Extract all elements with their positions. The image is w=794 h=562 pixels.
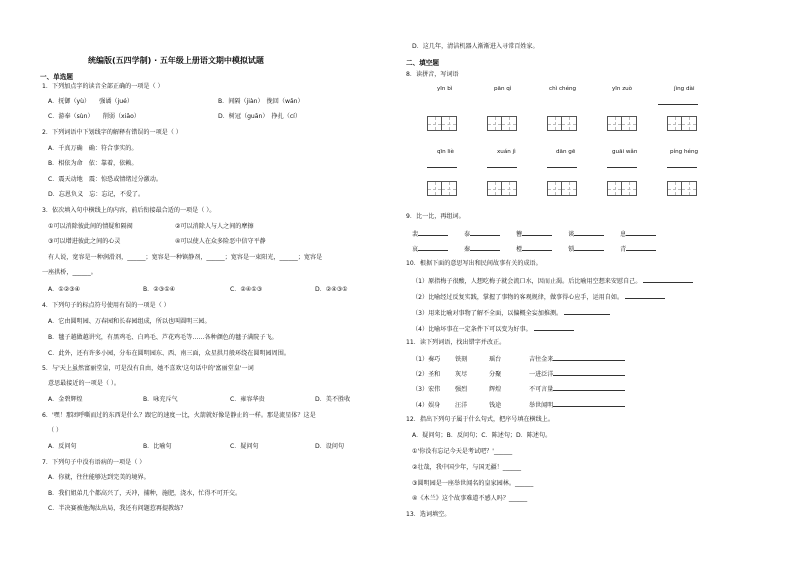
- answer-blank[interactable]: [553, 369, 625, 376]
- q5-option-a: A．金碧辉煌: [48, 396, 83, 403]
- compare-char: 息: [620, 231, 627, 238]
- answer-blank[interactable]: [522, 244, 552, 251]
- pinyin-label: yīn bì: [437, 86, 453, 92]
- pinyin-label: chì chéng: [549, 86, 577, 92]
- q12-item-3: ③圆明园是一座举世闻名的皇家园林。______: [412, 480, 534, 487]
- q10-item-1: （1）原指梅子很酸，人想吃梅子就会流口水，因而止渴。后比喻用空想来安慰自己。: [412, 276, 693, 286]
- question-12: 12．指出下列句子属于什么句式，把序号填在横线上。: [406, 416, 554, 423]
- answer-blank[interactable]: [626, 244, 656, 251]
- question-6: 6．'嘿！那团呼嘶而过的东西是什么？跟它的速度一比，火箭就好像是静止的一样。那是流星体？这是: [42, 412, 316, 419]
- writing-grid[interactable]: [667, 116, 697, 131]
- q5-option-b: B．咏充斥气: [143, 396, 178, 403]
- answer-blank[interactable]: [553, 354, 625, 361]
- compare-char: 泰: [464, 231, 471, 238]
- writing-grid[interactable]: [427, 116, 457, 131]
- q12-item-4: ④《木兰》这个故事难道不感人吗？______: [412, 495, 528, 502]
- section-heading-single-choice: 一、单选题: [40, 73, 73, 81]
- q12-item-1: ①'你没有忘记今天是考试吧？'______: [412, 448, 513, 455]
- pinyin-label: jìng dài: [674, 86, 695, 92]
- q3-item-4: ④可以使人在众多险恶中信守平静: [175, 238, 266, 245]
- question-6-cont: （ ）: [48, 427, 63, 434]
- q3-item-2: ②可以消除人与人之间的摩擦: [175, 223, 254, 230]
- q1-option-c: C．游奉（sùn） 削弱（xiāo）: [48, 113, 140, 120]
- q3-item-1: ①可以消除彼此间的情疑和隔阂: [48, 223, 133, 230]
- compare-row-1: [412, 229, 656, 239]
- q12-options: A．疑问句；B．反问句；C．陈述句；D．陈述句。: [412, 432, 552, 439]
- answer-line[interactable]: [487, 167, 517, 168]
- question-2: 2．下列词语中下划线字的解释有错误的一项是（ ）: [42, 129, 182, 136]
- section-heading-fill-in: 二、填空题: [406, 59, 439, 67]
- compare-row-2: [412, 244, 656, 254]
- q7-option-d: D．这几年，清洁机器人渐渐进入寻常百姓家。: [412, 43, 539, 50]
- question-8: 8．读拼音，写词语: [406, 71, 459, 78]
- answer-blank[interactable]: [418, 229, 448, 236]
- compare-char: 裴: [412, 231, 419, 238]
- answer-line[interactable]: [547, 167, 577, 168]
- q6-option-b: B．比喻句: [143, 443, 172, 450]
- q4-option-c: C．此外，还有许多小园，分布在圆明园东、西、南三面，众星拱月般环绕在圆明园周围。: [48, 350, 290, 357]
- answer-blank[interactable]: [470, 244, 500, 251]
- q7-option-c: C．半决赛被他淘汰出局，我还有问题惹再提教练？: [48, 505, 187, 512]
- question-5-cont: 意思最接近的一项是（ ）。: [48, 380, 121, 387]
- writing-grid[interactable]: [487, 116, 517, 131]
- pinyin-label: xuán jì: [497, 149, 516, 155]
- writing-grid[interactable]: [427, 181, 457, 196]
- q4-option-a: A．它由圆明园、万春园和长春园组成，所以也叫圆明三园。: [48, 318, 211, 325]
- q3-option-d: D．②④③①: [315, 286, 348, 293]
- q3-option-a: A．①②③④: [48, 286, 81, 293]
- q2-option-a: A．千真万确 确：符合事实的。: [48, 145, 138, 152]
- q11-row: （3）宏伟 强烈 辉煌 不可言量: [412, 384, 625, 394]
- pinyin-label: qīn liè: [437, 149, 454, 155]
- compare-char: 簪: [516, 231, 523, 238]
- pinyin-label: yīn zuò: [612, 86, 633, 92]
- q11-row: （4）娱身 汪洋 钱途 举世闻明: [412, 400, 625, 410]
- q10-item-3: （3）用来比喻对事物了解不全面，以偏概全妄加推测。: [412, 308, 610, 318]
- q10-item-2: （2）比喻经过反复实践，掌握了事物的客观规律，做事得心应手，运用自如。: [412, 292, 665, 302]
- q1-option-a: A．抚御（yù） 强谲（jué）: [48, 98, 133, 105]
- pinyin-label: pān qì: [494, 86, 512, 92]
- answer-blank[interactable]: [522, 229, 552, 236]
- q7-option-b: B．我们姐弟几个都高兴了，天冲，捕种，施肥，浇水，忙得不可开交。: [48, 490, 242, 497]
- q12-item-2: ②壮哉，我中国少年，与国无疆！______: [412, 464, 522, 471]
- q6-option-d: D．设问句: [315, 443, 345, 450]
- answer-blank[interactable]: [470, 229, 500, 236]
- question-5: 5．与'天上虽然富丽堂皇，可是没有自由，她不喜欢'这句话中的'富丽堂皇'一词: [42, 365, 254, 372]
- answer-blank[interactable]: [574, 244, 604, 251]
- q10-item-4: （4）比喻坏事在一定条件下可以变为好事。: [412, 324, 574, 334]
- q6-option-c: C．疑问句: [230, 443, 259, 450]
- q5-option-c: C．雍容华贵: [230, 396, 265, 403]
- question-13: 13．选词填空。: [406, 511, 451, 518]
- question-11: 11．读下列词语，找出错字并改正。: [406, 339, 506, 346]
- q5-option-d: D．美不胜收: [315, 396, 351, 403]
- q2-option-b: B．相依为命 依：靠着，依赖。: [48, 160, 138, 167]
- answer-line[interactable]: [667, 167, 697, 168]
- answer-blank[interactable]: [625, 292, 665, 299]
- answer-line[interactable]: [658, 104, 698, 105]
- q3-option-c: C．②④①③: [230, 286, 263, 293]
- q3-passage-end: 一座拱桥，______。: [42, 269, 97, 276]
- compare-char: 橙: [516, 246, 523, 253]
- compare-char: 哀: [412, 246, 419, 253]
- answer-blank[interactable]: [553, 384, 625, 391]
- answer-blank[interactable]: [534, 324, 574, 331]
- q4-option-b: B．毽子越做越讲究，有黑鸡毛、白鸡毛、芦花鸡毛等……各种颜色的毽子满院子飞。: [48, 334, 278, 341]
- answer-blank[interactable]: [564, 308, 610, 315]
- writing-grid[interactable]: [607, 116, 637, 131]
- compare-char: 青: [620, 246, 627, 253]
- writing-grid[interactable]: [547, 181, 577, 196]
- answer-line[interactable]: [607, 167, 637, 168]
- q1-option-b: B．间隔（jiàn） 挽回（wǎn）: [218, 98, 304, 105]
- writing-grid[interactable]: [667, 181, 697, 196]
- q1-option-d: D．树冠（guān） 挣扎（cí）: [218, 113, 301, 120]
- question-1: 1．下列加点字的读音全部正确的一项是（ ）: [42, 83, 164, 90]
- compare-char: 谈: [568, 231, 575, 238]
- q11-row: （1）奏巧 铁刻 瑶台 吉往金来: [412, 354, 625, 364]
- page-title: 统编版(五四学制) · 五年级上册语文期中模拟试题: [88, 56, 264, 65]
- answer-blank[interactable]: [626, 229, 656, 236]
- q11-row: （2）圣和 灰尽 分聚 一进泛洋: [412, 369, 625, 379]
- q3-passage: 有人说，宽容是一种润滑剂，______；宽容是一种镇静剂，______；宽容是一束阳光，______；宽容是: [48, 254, 323, 261]
- q2-option-d: D．忘恩负义 忘：忘记，不爱了。: [48, 191, 145, 198]
- compare-char: 锁: [568, 246, 575, 253]
- writing-grid[interactable]: [607, 181, 637, 196]
- answer-blank[interactable]: [574, 229, 604, 236]
- answer-blank[interactable]: [418, 244, 448, 251]
- pinyin-label: dān gē: [556, 149, 576, 155]
- q6-option-a: A．反问句: [48, 443, 77, 450]
- question-3: 3．依次填入句中横线上的内容，前后衔接最合适的一项是（ ）。: [42, 207, 216, 214]
- q2-option-c: C．震天动地 震：惊恐或情绪过分激动。: [48, 176, 162, 183]
- question-9: 9．比一比，再组词。: [406, 213, 465, 220]
- writing-grid[interactable]: [487, 181, 517, 196]
- question-10: 10．根据下面的意思写出和民间故事有关的成语。: [406, 260, 542, 267]
- pinyin-label: píng héng: [670, 149, 699, 155]
- q7-option-a: A．你就，往往能够达到完美的境界。: [48, 474, 150, 481]
- q3-option-b: B．②③①④: [143, 286, 176, 293]
- answer-line[interactable]: [427, 167, 457, 168]
- question-7: 7．下列句子中没有语病的一项是（ ）: [42, 459, 146, 466]
- compare-char: 秦: [464, 246, 471, 253]
- answer-blank[interactable]: [643, 276, 693, 283]
- q3-item-3: ③可以增进彼此之间的心灵: [48, 238, 121, 245]
- writing-grid[interactable]: [547, 116, 577, 131]
- answer-blank[interactable]: [553, 400, 625, 407]
- pinyin-label: guāi wǎn: [612, 149, 638, 155]
- question-4: 4．下列句子的标点符号使用有误的一项是（ ）: [42, 302, 170, 309]
